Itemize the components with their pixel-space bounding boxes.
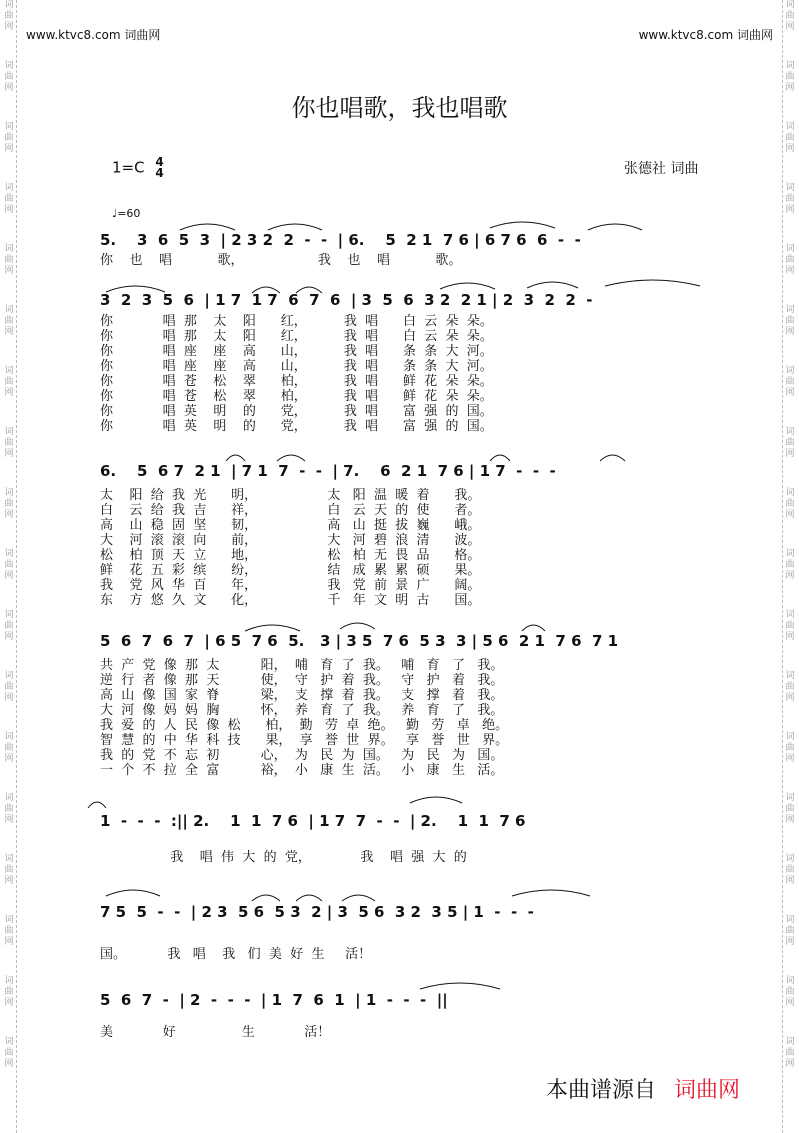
slur-mark bbox=[88, 802, 106, 808]
watermark-mark: 词 曲 网 bbox=[785, 915, 795, 947]
slur-mark bbox=[440, 283, 495, 289]
watermark-mark: 词 曲 网 bbox=[4, 610, 14, 642]
watermark-mark: 词 曲 网 bbox=[785, 854, 795, 886]
slur-mark bbox=[600, 455, 625, 461]
time-top: 4 bbox=[155, 155, 164, 169]
slur-mark bbox=[410, 797, 462, 803]
notation-line: 5 6 7 6 7 | 6 5 7 6 5. 3 | 3 5 7 6 5 3 3 | 5 6 2 1 7 6 7 1 bbox=[100, 632, 619, 650]
slur-mark bbox=[106, 286, 165, 292]
watermark-mark: 词 曲 网 bbox=[785, 122, 795, 154]
slur-mark bbox=[490, 455, 510, 461]
watermark-mark: 词 曲 网 bbox=[4, 488, 14, 520]
lyric-line: 高 山 像 国 家 脊 梁， 支 撑 着 我。 支 撑 着 我。 bbox=[100, 688, 504, 703]
lyric-line: 你 唱 英 明 的 党， 我 唱 富 强 的 国。 bbox=[100, 419, 493, 434]
watermark-mark: 词 曲 网 bbox=[785, 366, 795, 398]
time-bottom: 4 bbox=[155, 166, 164, 180]
notation-line: 1 - - - :|| 2. 1 1 7 6 | 1 7 7 - - | 2. 1 1 7 6 bbox=[100, 812, 526, 830]
watermark-mark: 词 曲 网 bbox=[785, 244, 795, 276]
slur-mark bbox=[252, 287, 280, 293]
slur-mark bbox=[340, 623, 375, 629]
watermark-mark: 词 曲 网 bbox=[4, 305, 14, 337]
watermark-mark: 词 曲 网 bbox=[785, 305, 795, 337]
watermark-mark: 词 曲 网 bbox=[4, 671, 14, 703]
slur-mark bbox=[268, 224, 322, 230]
lyric-line: 你 唱 座 座 高 山， 我 唱 条 条 大 河。 bbox=[100, 344, 493, 359]
watermark-mark: 词 曲 网 bbox=[4, 976, 14, 1008]
slur-mark bbox=[296, 287, 322, 293]
lyric-line: 你 唱 那 太 阳 红， 我 唱 白 云 朵 朵。 bbox=[100, 329, 493, 344]
notation-line: 5. 3 6 5 3 | 2 3 2 2 - - | 6. 5 2 1 7 6 | 6 7 6 6 - - bbox=[100, 231, 581, 249]
lyric-line: 你 唱 英 明 的 党， 我 唱 富 强 的 国。 bbox=[100, 404, 493, 419]
slur-mark bbox=[252, 895, 280, 901]
slur-mark bbox=[296, 895, 322, 901]
watermark-mark: 词 曲 网 bbox=[4, 854, 14, 886]
lyric-line: 你 唱 那 太 阳 红， 我 唱 白 云 朵 朵。 bbox=[100, 314, 493, 329]
watermark-mark: 词 曲 网 bbox=[4, 732, 14, 764]
lyric-line: 你 唱 苍 松 翠 柏， 我 唱 鲜 花 朵 朵。 bbox=[100, 374, 493, 389]
key-label: 1=C bbox=[112, 158, 145, 177]
watermark-mark: 词 曲 网 bbox=[4, 549, 14, 581]
lyric-line: 我 的 党 不 忘 初 心， 为 民 为 国。 为 民 为 国。 bbox=[100, 748, 504, 763]
lyric-line: 高 山 稳 固 坚 韧， 高 山 挺 拔 巍 峨。 bbox=[100, 518, 481, 533]
lyric-line: 一 个 不 拉 全 富 裕， 小 康 生 活。 小 康 生 活。 bbox=[100, 763, 504, 778]
slur-mark bbox=[342, 895, 375, 901]
lyric-line: 大 河 滚 滚 向 前， 大 河 碧 浪 清 波。 bbox=[100, 533, 481, 548]
watermark-mark: 词 曲 网 bbox=[4, 61, 14, 93]
watermark-mark: 词 曲 网 bbox=[785, 732, 795, 764]
lyric-line: 共 产 党 像 那 太 阳， 哺 育 了 我。 哺 育 了 我。 bbox=[100, 658, 504, 673]
watermark-mark: 词 曲 网 bbox=[4, 122, 14, 154]
watermark-mark: 词 曲 网 bbox=[4, 244, 14, 276]
slur-mark bbox=[106, 890, 160, 896]
slur-mark bbox=[527, 282, 578, 288]
site-url-left[interactable]: www.ktvc8.com 词曲网 bbox=[26, 28, 161, 42]
watermark-mark: 词 曲 网 bbox=[4, 1037, 14, 1069]
lyric-line: 你 也 唱 歌， 我 也 唱 歌。 bbox=[100, 253, 462, 268]
slur-mark bbox=[420, 983, 500, 989]
watermark-mark: 词 曲 网 bbox=[785, 549, 795, 581]
lyric-line: 白 云 给 我 吉 祥， 白 云 天 的 使 者。 bbox=[100, 503, 481, 518]
song-title: 你也唱歌，我也唱歌 bbox=[291, 94, 508, 122]
watermark-mark: 词 曲 网 bbox=[785, 61, 795, 93]
lyric-line: 松 柏 顶 天 立 地， 松 柏 无 畏 品 格。 bbox=[100, 548, 481, 563]
slur-mark bbox=[226, 455, 245, 461]
slur-mark bbox=[490, 222, 555, 228]
watermark-mark: 词 曲 网 bbox=[785, 793, 795, 825]
notation-line: 6. 5 6 7 2 1 | 7 1 7 - - | 7. 6 2 1 7 6 | 1 7 - - - bbox=[100, 462, 556, 480]
watermark-mark: 词 曲 网 bbox=[4, 0, 14, 32]
slur-mark bbox=[245, 625, 300, 631]
watermark-mark: 词 曲 网 bbox=[785, 0, 795, 32]
lyric-line: 我 党 风 华 百 年， 我 党 前 景 广 阔。 bbox=[100, 578, 481, 593]
watermark-mark: 词 曲 网 bbox=[785, 976, 795, 1008]
lyric-line: 你 唱 座 座 高 山， 我 唱 条 条 大 河。 bbox=[100, 359, 493, 374]
tempo-mark: ♩=60 bbox=[112, 207, 141, 220]
lyric-line: 智 慧 的 中 华 科 技 果， 享 誉 世 界。 享 誉 世 界。 bbox=[100, 733, 509, 748]
notation-line: 3 2 3 5 6 | 1 7 1 7 6 7 6 | 3 5 6 3 2 2 1 | 2 3 2 2 - bbox=[100, 291, 593, 309]
watermark-mark: 词 曲 网 bbox=[785, 610, 795, 642]
watermark-mark: 词 曲 网 bbox=[785, 427, 795, 459]
notation-line: 7 5 5 - - | 2 3 5 6 5 3 2 | 3 5 6 3 2 3 5 | 1 - - - bbox=[100, 903, 534, 921]
watermark-mark: 词 曲 网 bbox=[4, 915, 14, 947]
lyric-line: 鲜 花 五 彩 缤 纷， 结 成 累 累 硕 果。 bbox=[100, 563, 481, 578]
slur-mark bbox=[588, 224, 642, 230]
watermark-mark: 词 曲 网 bbox=[785, 671, 795, 703]
notation-line: 5 6 7 - | 2 - - - | 1 7 6 1 | 1 - - - || bbox=[100, 991, 448, 1009]
watermark-mark: 词 曲 网 bbox=[785, 183, 795, 215]
lyric-line: 我 爱 的 人 民 像 松 柏， 勤 劳 卓 绝。 勤 劳 卓 绝。 bbox=[100, 718, 509, 733]
watermark-mark: 词 曲 网 bbox=[785, 488, 795, 520]
watermark-mark: 词 曲 网 bbox=[4, 366, 14, 398]
footer-text: 本曲谱源自 bbox=[546, 1078, 657, 1103]
lyric-line: 逆 行 者 像 那 天 使， 守 护 着 我。 守 护 着 我。 bbox=[100, 673, 504, 688]
lyric-line: 国。 我 唱 我 们 美 好 生 活！ bbox=[100, 947, 372, 962]
watermark-mark: 词 曲 网 bbox=[4, 183, 14, 215]
lyric-line: 太 阳 给 我 光 明， 太 阳 温 暖 着 我。 bbox=[100, 488, 481, 503]
lyric-line: 美 好 生 活！ bbox=[100, 1025, 331, 1040]
composer-credit: 张德社 词曲 bbox=[624, 161, 699, 177]
footer-brand[interactable]: 词曲网 bbox=[674, 1078, 741, 1103]
lyric-line: 东 方 悠 久 文 化， 千 年 文 明 古 国。 bbox=[100, 593, 481, 608]
lyric-line: 你 唱 苍 松 翠 柏， 我 唱 鲜 花 朵 朵。 bbox=[100, 389, 493, 404]
slur-mark bbox=[605, 280, 700, 286]
watermark-mark: 词 曲 网 bbox=[785, 1037, 795, 1069]
slur-mark bbox=[180, 224, 235, 230]
watermark-mark: 词 曲 网 bbox=[4, 427, 14, 459]
lyric-line: 我 唱 伟 大 的 党， 我 唱 强 大 的 bbox=[100, 850, 467, 865]
site-url-right[interactable]: www.ktvc8.com 词曲网 bbox=[638, 28, 773, 42]
slur-mark bbox=[277, 455, 305, 461]
slur-mark bbox=[522, 625, 545, 631]
slur-mark bbox=[512, 890, 590, 896]
watermark-mark: 词 曲 网 bbox=[4, 793, 14, 825]
lyric-line: 大 河 像 妈 妈 胸 怀， 养 育 了 我。 养 育 了 我。 bbox=[100, 703, 504, 718]
